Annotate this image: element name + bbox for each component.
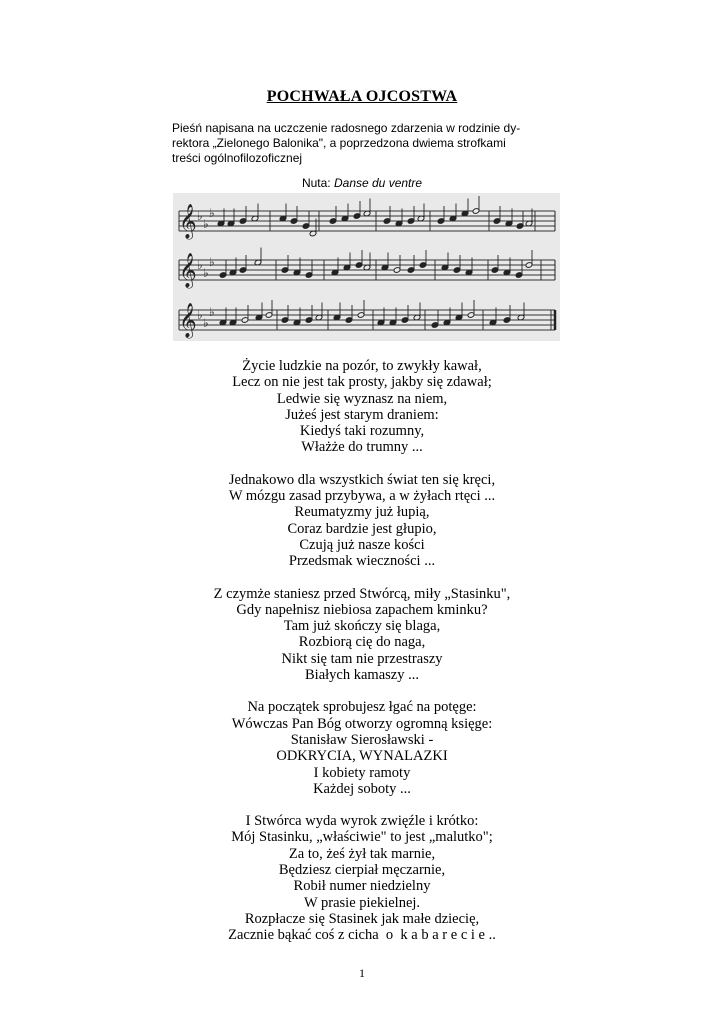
page-title: POCHWAŁA OJCOSTWA [266,88,458,105]
flat-icon: ♭ [203,316,209,330]
poem-line: Kiedyś taki rozumny, [299,423,425,440]
poem-line: Z czymże staniesz przed Stwórcą, miły „Stasinku", [213,585,511,602]
poem-line: Gdy napełnisz niebiosa zapachem kminku? [236,601,488,618]
flat-icon: ♭ [209,255,215,269]
poem-line: Białych kamaszy ... [305,667,419,684]
poem-line: Mój Stasinku, „właściwie" to jest „malutko"; [231,829,493,846]
poem-line: Za to, żeś żył tak marnie, [288,845,436,862]
poem-line: I Stwórca wyda wyrok zwięźle i krótko: [245,813,479,830]
poem-line: Nikt się tam nie przestraszy [281,650,443,667]
poem-line: Przedsmak wieczności ... [288,553,436,570]
poem-line: Coraz bardzie jest głupio, [287,520,437,537]
sheet-music-image [173,193,560,341]
tune-name: Danse du ventre [333,176,423,190]
treble-clef-icon: 𝄞 [179,303,197,338]
poem-line: Lecz on nie jest tak prosty, jakby się zdawał; [232,374,492,391]
poem-line: I kobiety ramoty [313,764,411,781]
poem-line: Jużeś jest starym draniem: [285,406,439,423]
poem-line: Czują już nasze kości [299,536,425,553]
stanza [0,472,724,570]
poem-line: Robił numer niedzielny [293,878,431,895]
poem-line: Na początek sprobujesz łgać na potęge: [247,699,477,716]
stanza [0,699,724,797]
poem-line: Będziesz cierpiał męczarnie, [278,862,446,879]
poem-line: W mózgu zasad przybywa, a w żyłach rtęci ... [228,488,496,505]
intro-line: rektora „Zielonego Balonika", a poprzedzona dwiema strofkami [172,136,506,150]
flat-icon: ♭ [203,217,209,231]
page-number: 1 [359,966,365,980]
flat-icon: ♭ [203,266,209,280]
poem-line: Reumatyzmy już łupią, [294,504,430,521]
poem-line: Każdej soboty ... [313,780,411,797]
intro-line: treści ogólnofilozoficznej [172,151,303,165]
poem [0,358,724,960]
poem-line: Rozbiorą cię do naga, [298,634,426,651]
intro-line: Pieśń napisana na uczczenie radosnego zdarzenia w rodzinie dy- [172,121,521,135]
poem-line: Tam już skończy się blaga, [283,618,441,635]
tune-note [0,176,724,190]
sheet-music-drawing [173,193,560,341]
flat-icon: ♭ [209,305,215,319]
poem-line: Ledwie się wyznasz na niem, [276,390,448,407]
flat-icon: ♭ [197,308,203,322]
poem-line: Rozpłacze się Stasinek jak małe dziecię, [244,910,480,927]
tune-label: Nuta: [301,176,331,190]
treble-clef-icon: 𝄞 [179,204,197,239]
stanza [0,586,724,684]
poem-line: Włażże do trumny ... [301,439,423,456]
poem-line: W prasie piekielnej. [303,894,421,911]
intro-paragraph [172,121,557,166]
poem-line: Wówczas Pan Bóg otworzy ogromną księge: [231,715,493,732]
poem-line: Zacznie bąkać coś z cicha o k a b a r e c i e .. [228,927,496,944]
stanza [0,813,724,943]
flat-icon: ♭ [209,206,215,220]
poem-line: Jednakowo dla wszystkich świat ten się kręci, [228,471,496,488]
treble-clef-icon: 𝄞 [179,253,197,288]
flat-icon: ♭ [197,258,203,272]
flat-icon: ♭ [197,209,203,223]
poem-line: Życie ludzkie na pozór, to zwykły kawał, [242,358,482,374]
poem-line: ODKRYCIA, WYNALAZKI [276,748,448,765]
stanza [0,358,724,456]
poem-line: Stanisław Sierosławski - [290,731,434,748]
